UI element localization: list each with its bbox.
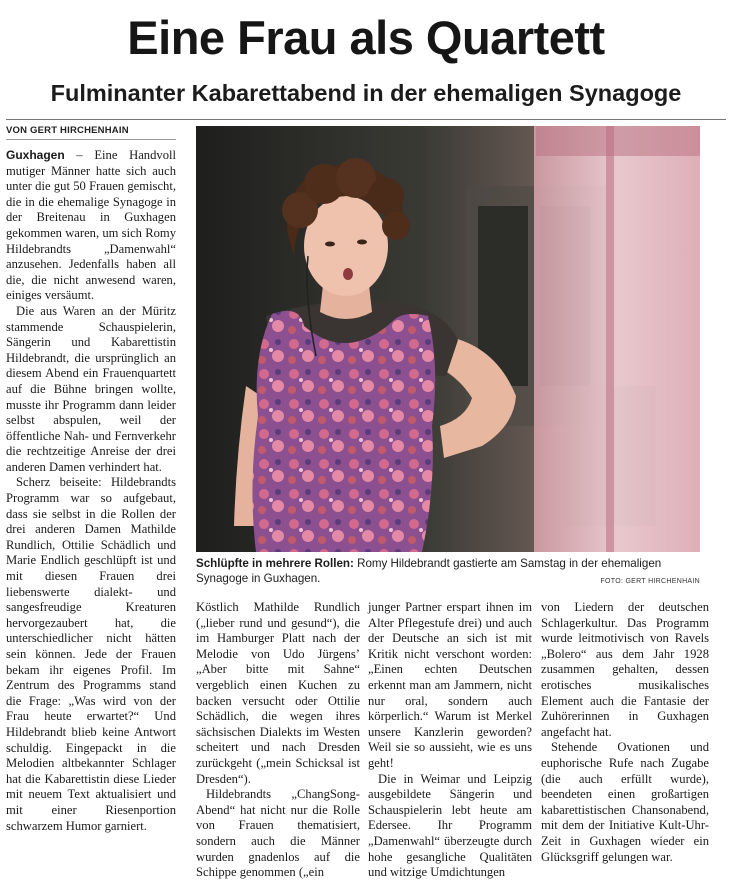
caption-text: Romy Hildebrandt gastierte am Samstag in der ehemaligen Synagoge in Guxhagen. — [196, 557, 662, 585]
paragraph-6-part-1: Die in Weimar und Leipzig ausgebildete Sängerin und Schauspielerin lebt heute am Edersee. Ihr Programm „Damenwahl“ überzeugte durch hohe gesangliche Qualitäten und witzige Umdichtungen — [368, 771, 532, 880]
top-rule — [6, 119, 726, 120]
performer-photo — [196, 126, 700, 552]
text-column-4 — [541, 600, 709, 865]
paragraph-1 — [6, 148, 176, 304]
text-column-1 — [6, 148, 176, 834]
paragraph-3: Scherz beiseite: Hildebrandts Programm war so aufgebaut, dass sie selbst in die Rollen der drei anderen Damen Mathilde Rundlich, Ottilie Schädlich und Marie Endlich geschlüpft ist und mit diesen Frauen drei liebenswerte dialekt- und sangesfreudige Kreaturen hervorgezaubert hat, die unterschiedlicher nicht hätten sein können. Jede der Frauen bekam ihr eigenes Profil. Im Zentrum des Programms stand die Frage: „Was wird von der Frau heute erwartet?“ Und Hildebrandt blieb keine Antwort schuldig. Eingepackt in die Melodien altbekannter Schlager hat die Kabarettistin diese Lieder mit neuem Text aktualisiert und mit einer Riesenportion schwarzem Humor garniert. — [6, 475, 176, 833]
dateline: Guxhagen — [6, 148, 65, 162]
paragraph-4: Köstlich Mathilde Rundlich („lieber rund und gesund“), die im Hamburger Platt nach der Melodie von Udo Jürgens’ „Aber bitte mit Sahne“ vergeblich einen Kuchen zu backen versucht oder Ottilie Schädlich, die wegen ihres sächsischen Dialekts im Westen scheitert und nach Dresden zurückgeht („mein Schicksal ist Dresden“). — [196, 600, 360, 786]
byline: VON GERT HIRCHENHAIN — [6, 125, 129, 136]
paragraph-5-part-1: Hildebrandts „ChangSong-Abend“ hat nicht nur die Rolle von Frauen thematisiert, sondern auch die Männer wurden gnadenlos auf die Schippe genommen („ein — [196, 787, 360, 880]
paragraph-1-text: – Eine Handvoll mutiger Männer hatte sich auch unter die gut 50 Frauen gemischt, die in die ehemalige Synagoge in der Breitenau in Guxhagen gekommen waren, um sich Romy Hildebrandts „Damenwahl“ anzusehen. Jedenfalls haben all die, die nicht anwesend waren, einiges versäumt. — [6, 148, 176, 303]
text-column-3 — [368, 600, 532, 881]
caption-lead: Schlüpfte in mehrere Rollen: — [196, 557, 354, 570]
subheadline: Fulminanter Kabarettabend in der ehemaligen Synagoge — [50, 80, 682, 106]
headline: Eine Frau als Quartett — [127, 11, 605, 64]
paragraph-2: Die aus Waren an der Müritz stammende Schauspielerin, Sängerin und Kabarettistin Hildebrandt, die ursprünglich an diesem Abend ein Frauenquartett auf die Bühne bringen wollte, musste ihr Programm dann leider selbst abspulen, weil der öffentliche Nah- und Fernverkehr die rechtzeitige Anreise der drei anderen Damen verhindert hat. — [6, 303, 176, 474]
byline-rule — [6, 139, 176, 140]
text-column-2 — [196, 600, 360, 881]
photo-illustration — [196, 126, 700, 552]
paragraph-5-part-2: junger Partner erspart ihnen im Alter Pflegestufe drei) und auch der Deutsche an sich ist mit Kritik nicht verschont worden: „Einen echten Deutschen erkennt man am Jammern, nicht nur oral, sondern auch körperlich.“ Warum ist Merkel unsere Kanzlerin geworden? Weil sie so aussieht, wie es uns geht! — [368, 600, 532, 770]
paragraph-7: Stehende Ovationen und euphorische Rufe nach Zugabe (die auch erfüllt wurde), beendeten einen großartigen kabarettistischen Chansonabend, mit dem der Initiative Kult-Uhr-Zeit in Guxhagen wieder ein Glücksgriff gelungen war. — [541, 740, 709, 864]
paragraph-6-part-2: von Liedern der deutschen Schlagerkultur. Das Programm wurde leitmotivisch von Ravels „Bolero“ aus dem Jahr 1928 zusammen gehalten, dessen erotisches musikalisches Element auch die Fantasie der Zuhörerinnen in Guxhagen angefacht hat. — [541, 600, 709, 739]
photo-credit: FOTO: GERT HIRCHENHAIN — [600, 578, 700, 585]
